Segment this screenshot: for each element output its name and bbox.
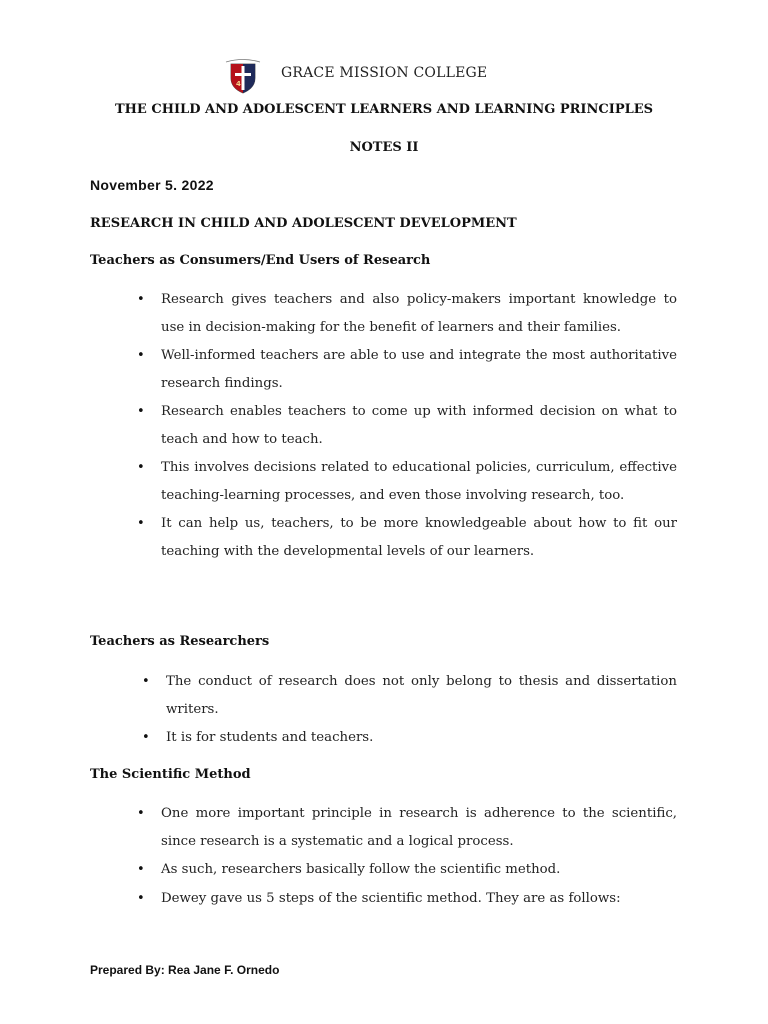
list-item: • Well-informed teachers are able to use and integrate the most authoritative research findings. — [137, 342, 677, 397]
heading-scientific-method: The Scientific Method — [90, 767, 251, 782]
list-item: • This involves decisions related to educational policies, curriculum, effective teaching-learning processes, and even those involving research, too. — [137, 454, 677, 509]
document-date: November 5. 2022 — [90, 177, 214, 193]
list-item: • One more important principle in research is adherence to the scientific, since research is a systematic and a logical process. — [137, 800, 677, 855]
svg-text:4: 4 — [236, 80, 241, 88]
list-item: • It can help us, teachers, to be more knowledgeable about how to fit our teaching with the developmental levels of our learners. — [137, 510, 677, 565]
list-item: • It is for students and teachers. — [142, 724, 677, 752]
list-item: • Research enables teachers to come up with informed decision on what to teach and how to teach. — [137, 398, 677, 453]
notes-label: NOTES II — [349, 140, 419, 155]
college-name: GRACE MISSION COLLEGE — [281, 65, 488, 81]
list-item: • As such, researchers basically follow the scientific method. — [137, 856, 677, 884]
heading-researchers: Teachers as Researchers — [90, 634, 270, 649]
heading-consumers: Teachers as Consumers/End Users of Research — [90, 253, 431, 268]
list-item: • Research gives teachers and also policy-makers important knowledge to use in decision-making for the benefit of learners and their families. — [137, 286, 677, 341]
section-title: RESEARCH IN CHILD AND ADOLESCENT DEVELOPMENT — [90, 216, 517, 231]
researchers-list — [142, 668, 677, 753]
scientific-method-list — [137, 800, 677, 913]
consumers-list — [137, 286, 677, 566]
document-title: THE CHILD AND ADOLESCENT LEARNERS AND LEARNING PRINCIPLES — [114, 102, 654, 117]
list-item: • The conduct of research does not only belong to thesis and dissertation writers. — [142, 668, 677, 723]
list-item: • Dewey gave us 5 steps of the scientific method. They are as follows: — [137, 885, 677, 913]
college-logo — [222, 56, 264, 94]
document-header — [0, 56, 768, 96]
prepared-by-footer: Prepared By: Rea Jane F. Ornedo — [90, 963, 280, 977]
